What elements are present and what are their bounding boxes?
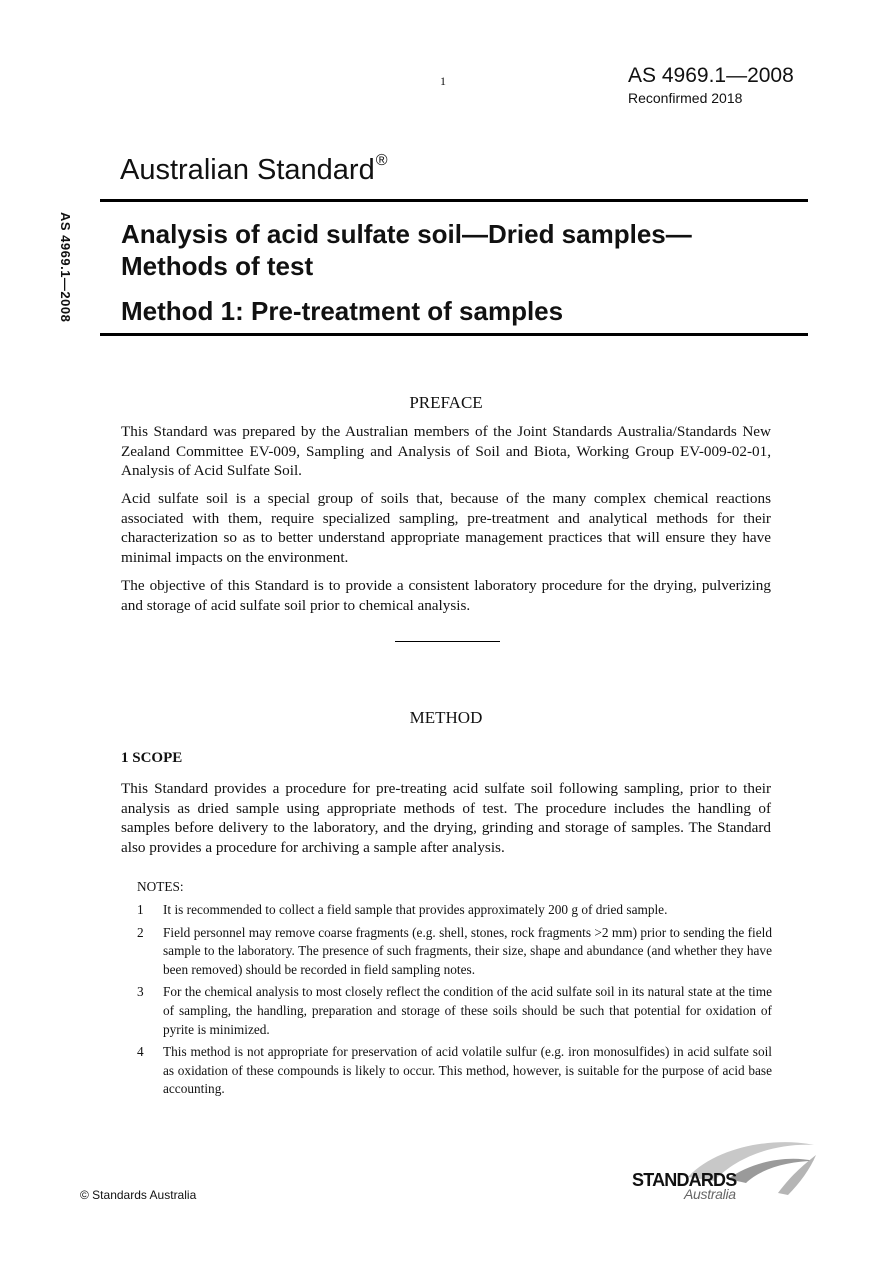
note-item	[137, 924, 772, 980]
document-title: Analysis of acid sulfate soil—Dried samples—Methods of test	[121, 219, 692, 281]
standard-number: AS 4969.1—2008	[628, 64, 794, 87]
title-rule-bottom	[100, 333, 808, 336]
note-item	[137, 901, 772, 920]
note-item	[137, 1043, 772, 1099]
section-divider	[395, 641, 500, 642]
preface-paragraph: The objective of this Standard is to provide a consistent laboratory procedure for the drying, pulverizing and storage of acid sulfate soil prior to chemical analysis.	[121, 577, 771, 614]
page-number: 1	[440, 74, 446, 88]
preface-heading: PREFACE	[409, 393, 483, 412]
note-number: 1	[137, 902, 144, 917]
logo-subtext: Australia	[684, 1186, 736, 1202]
logo-wordmark: STANDARDS	[632, 1170, 737, 1190]
preface-paragraph: This Standard was prepared by the Australian members of the Joint Standards Australia/Standards New Zealand Committee EV-009, Sampling and Analysis of Soil and Biota, Working Group EV-009-02-01, Analysis of Acid Sulfate Soil.	[121, 423, 771, 480]
notes-heading: NOTES:	[137, 879, 184, 894]
registered-mark: ®	[375, 152, 388, 169]
note-number: 2	[137, 924, 144, 940]
note-item	[137, 983, 772, 1039]
note-number: 4	[137, 1044, 144, 1060]
method-heading: METHOD	[409, 708, 483, 727]
scope-heading: 1 SCOPE	[121, 750, 183, 766]
note-number: 3	[137, 984, 144, 1000]
brand-text: Australian Standard	[120, 154, 375, 186]
side-standard-tag: AS 4969.1—2008	[58, 212, 73, 323]
note-text: For the chemical analysis to most closely reflect the condition of the acid sulfate soil in its natural state at the time of sampling, the handling, preparation and storage of these soils should be such that potential for oxidation of pyrite is minimized.	[163, 984, 772, 1037]
notes-list	[137, 901, 772, 1103]
method-title: Method 1: Pre-treatment of samples	[121, 296, 564, 326]
note-text: Field personnel may remove coarse fragments (e.g. shell, stones, rock fragments >2 mm) prior to sending the field sample to the laboratory. The presence of such fragments, their size, shape and abundance (and whether they have been removed) should be recorded in field sampling notes.	[163, 924, 772, 977]
reconfirmed-label: Reconfirmed 2018	[628, 90, 743, 106]
copyright-notice: © Standards Australia	[80, 1188, 197, 1202]
note-text: This method is not appropriate for preservation of acid volatile sulfur (e.g. iron monosulfides) in acid sulfate soil as oxidation of these compounds is likely to occur. This method, however, is suitable for the purpose of acid base accounting.	[163, 1044, 772, 1097]
note-text: It is recommended to collect a field sample that provides approximately 200 g of dried sample.	[163, 902, 668, 917]
brand-heading	[120, 152, 388, 187]
preface-paragraph: Acid sulfate soil is a special group of soils that, because of the many complex chemical reactions associated with them, require specialized sampling, pre-treatment and analytical methods for their characterization so as to better understand appropriate management practices that will ensure they have minimal impacts on the environment.	[121, 490, 771, 566]
scope-paragraph: This Standard provides a procedure for pre-treating acid sulfate soil following sampling, prior to their analysis as dried sample using appropriate methods of test. The procedure includes the handling of samples before delivery to the laboratory, and the drying, grinding and storage of samples. The Standard also provides a procedure for archiving a sample after analysis.	[121, 780, 771, 856]
title-rule-top	[100, 199, 808, 202]
